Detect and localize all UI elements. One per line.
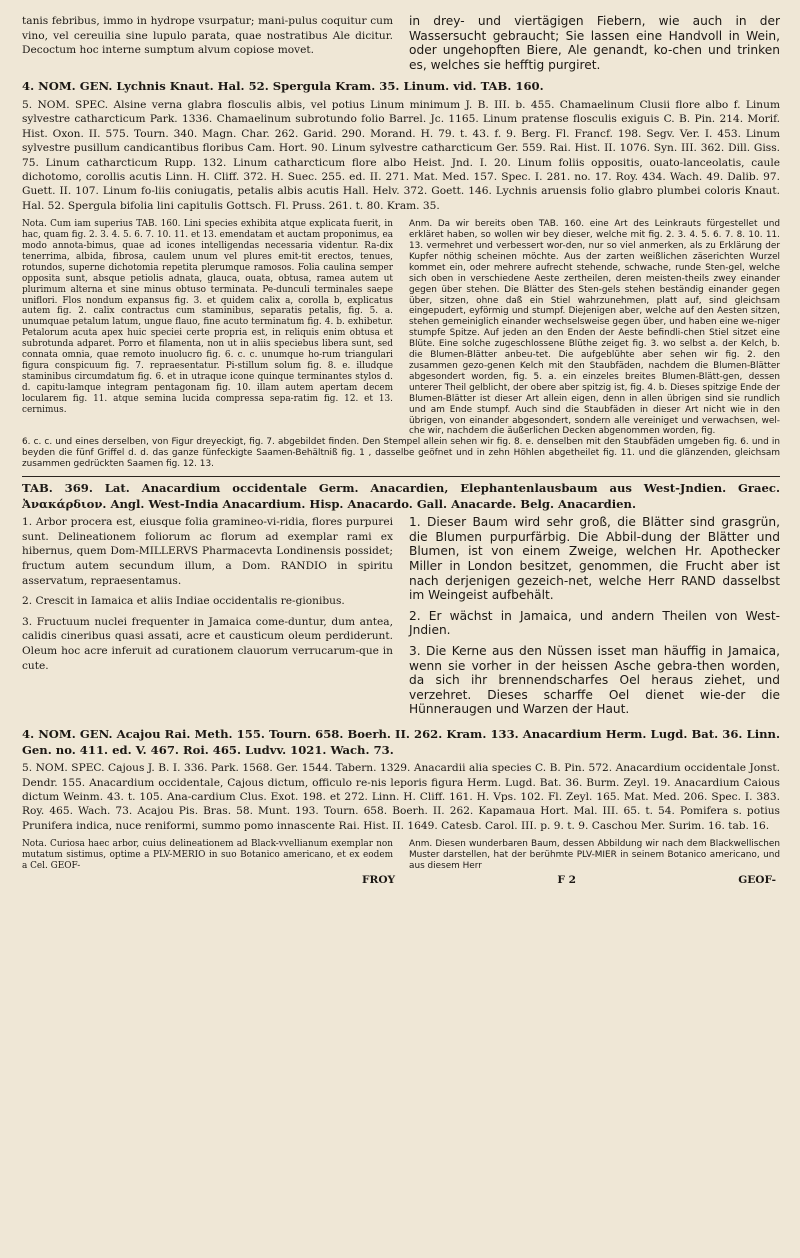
note-latin: Nota. Cum iam superius TAB. 160. Lini species exhibita atque explicata fuerit, in hac, quam fig. 2. 3. 4. 5. 6. 7. 10. 11. et 13. emendatam et auctam proponimus, ea modo annota-bimus, quae ad icones intelligendas necessaria videntur. Ra-dix tenerrima, albida, fibrosa, caulem unum vel plures emit-tit erectos, tenues, rotundos, superne dichotomia repetita plerumque ramosos. Folia caulina semper opposita sunt, absque petiolis adnata, glauca, ouata, obtusa, ramea autem ut plurimum alterna et sine minus obtuso terminata. Pe-dunculi terminales saepe uniflori. Flos nondum expansus fig. 3. et quidem calix a, corolla b, explicatus autem fig. 2. calix contractus cum staminibus, separatis petalis, fig. 5. a. unumquae petalum latum, ungue flauo, fine acuto terminatum fig. 4. b. exhibetur. Petalorum acuta apex huic speciei certe propria est, in reliquis enim obtusa et subrotunda adparet. Porro et filamenta, non ut in aliis speciebus libera sunt, sed connata omnia, quae remoto inuolucro fig. 6. c. c. unumque ho-rum triangulari figura conspicuum fig. 7. repraesentatur. Pi-stillum solum fig. 8. e. illudque staminibus circumdatum fig. 6. et in utraque icone quinque terminantes stylos d. d. capitu-lamque integram pentagonam fig. 10. illam autem apertam decem locularem fig. 11. atque semina lucida compressa sepa-ratim fig. 12. et 13. cernimus. <box>22 219 393 415</box>
note2-latin: Nota. Curiosa haec arbor, cuius delineationem ad Black-vvellianum exemplar non mutatum sistimus, optime a PLV-MERIO in suo Botanico americano, et ex eodem a Cel. GEOF- <box>22 839 393 871</box>
catchword-left: FROY <box>362 873 396 886</box>
list-item: 3. Fructuum nuclei frequenter in Jamaica come-duntur, dum antea, calidis cineribus quasi assati, acre et causticum oleum perdiderunt. Oleum hoc acre inferuit ad curationem clauorum verrucarum-que in cute. <box>22 615 393 672</box>
german-text: in drey- und viertägigen Fiebern, wie auch in der Wassersucht gebraucht; Sie lassen eine Handvoll in Wein, oder ungehopften Biere, Ale genandt, ko-chen und trinken es, welches sie hefftig purgiret. <box>409 14 780 72</box>
note2-german: Anm. Diesen wunderbaren Baum, dessen Abbildung wir nach dem Blackwellischen Muster darstellen, hat der berühmte PLV-MIER in seinem Botanico americano, und aus diesem Herr <box>409 839 780 871</box>
latin-column <box>22 14 393 58</box>
entry-nom-spec: 5. NOM. SPEC. Alsine verna glabra flosculis albis, vel potius Linum minimum J. B. III. b. 455. Chamaelinum Clusii flore albo f. Linum sylvestre catharcticum Park. 1336. Chamaelinum subrotundo folio Barrel. Jc. 1165. Linum pratense flosculis exiguis C. B. Pin. 214. Morif. Hist. Oxon. II. 575. Tourn. 340. Magn. Char. 262. Garid. 290. Morand. H. 79. t. 43. f. 9. Berg. Fl. Francf. 198. Segv. Ver. I. 453. Linum sylvestre pusillum candicantibus floribus Cam. Hort. 90. Linum sylvestre catharcticum Ger. 559. Rai. Hist. II. 1076. Syn. III. 362. Dill. Giss. 75. Linum catharcticum Rupp. 132. Linum catharcticum flore albo Heist. Jnd. I. 20. Linum foliis oppositis, ouato-lanceolatis, caule dichotomo, corollis acutis Linn. H. Cliff. 372. H. Suec. 255. ed. II. 271. Mat. Med. 157. Spec. I. 281. no. 17. Roy. 434. Wach. 49. Dalib. 97. Guett. II. 107. Linum fo-liis coniugatis, petalis albis acutis Hall. Helv. 372. Goett. 146. Lychnis aruensis folio glabro plumbei coloris Knaut. Hal. 52. Spergula bifolia lini capitulis Gottsch. Fl. Pruss. 261. t. 80. Kram. 35. <box>22 98 780 212</box>
note-block-2 <box>22 839 780 872</box>
anacardium-items <box>22 515 780 723</box>
items-german <box>409 515 780 723</box>
latin-text: tanis febribus, immo in hydrope vsurpatur; mani-pulus coquitur cum vino, vel cereuilia sine lupulo parata, quae nostratibus Ale dicitur. Decoctum hoc interne sumptum alvum copiose movet. <box>22 15 393 57</box>
top-continuation <box>22 14 780 72</box>
catchwords <box>22 874 780 886</box>
list-item: 3. Die Kerne aus den Nüssen isset man häuffig in Jamaica, wenn sie vorher in der heissen Asche gebra-then worden, da sich ihr brennendscharfes Oel heraus ziehet, und verzehret. Dieses scharffe Oel dienet wie-der die Hünneraugen und Warzen der Haut. <box>409 644 780 717</box>
divider <box>22 476 780 477</box>
entry-nom-gen-2: 4. NOM. GEN. Acajou Rai. Meth. 155. Tourn. 658. Boerh. II. 262. Kram. 133. Anacardium Herm. Lugd. Bat. 36. Linn. Gen. no. 411. ed. V. 467. Roi. 465. Ludvv. 1021. Wach. 73. <box>22 726 780 757</box>
list-item: 2. Er wächst in Jamaica, und andern Theilen von West-Jndien. <box>409 608 780 638</box>
list-item: 1. Arbor procera est, eiusque folia gramineo-vi-ridia, flores purpurei sunt. Delineationem foliorum ac florum ad exemplar rami ex hibernus, quem Dom-MILLERVS Pharmacevta Londinensis possidet; fructum autem secundum illum, a Dom. RANDIO in spiritu asservatum, repraesentamus. <box>22 516 393 587</box>
note-german-tail: 6. c. c. und eines derselben, von Figur dreyeckigt, fig. 7. abgebildet finden. Den Stempel allein sehen wir fig. 8. e. denselben mit den Staubfäden umgeben fig. 6. und in beyden die fünf Griffel d. d. das ganze fünfeckigte Saamen-Behältniß fig. 1 , dasselbe geöfnet und in zehn Höhlen abgetheilet fig. 11. und die glänzenden, gleichsam zusammen gedrückten Saamen fig. 12. 13. <box>22 437 780 470</box>
entry-nom-spec-2: 5. NOM. SPEC. Cajous J. B. I. 336. Park. 1568. Ger. 1544. Tabern. 1329. Anacardii alia species C. B. Pin. 572. Anacardium occidentale Jonst. Dendr. 155. Anacardium occidentale, Cajous dictum, officulo re-nis leporis figura Herm. Lugd. Bat. 36. Burm. Zeyl. 19. Anacardium Caious dictum Weinm. 43. t. 105. Ana-cardium Clus. Exot. 198. et 272. Linn. H. Cliff. 161. H. Vps. 102. Fl. Zeyl. 165. Mat. Med. 206. Spec. I. 383. Roy. 465. Wach. 73. Acajou Pis. Bras. 58. Munt. 193. Tourn. 658. Boerh. II. 262. Kapamaua Hort. Mal. III. 65. t. 54. Pomifera s. potius Prunifera indica, nuce reniformi, summo pomo innascente Rai. Hist. II. 1649. Catesb. Carol. III. p. 9. t. 9. Caschou Mer. Surim. 16. tab. 16. <box>22 762 780 832</box>
entry-nom-gen: 4. NOM. GEN. Lychnis Knaut. Hal. 52. Spergula Kram. 35. Linum. vid. TAB. 160. <box>22 79 544 94</box>
items-latin <box>22 515 393 679</box>
list-item: 1. Dieser Baum wird sehr groß, die Blätter sind grasgrün, die Blumen purpurfärbig. Die Abbil-dung der Blätter und Blumen, ist von einem Zweige, welchen Hr. Apothecker Miller in London besitzet, genommen, die Frucht aber ist nach derjenigen gezeich-net, welche Herr RAND dasselbst im Weingeist aufbehält. <box>409 515 780 603</box>
signature-mark: F 2 <box>557 873 576 886</box>
list-item: 2. Crescit in Iamaica et aliis Indiae occidentalis re-gionibus. <box>22 595 345 608</box>
plate-title: TAB. 369. Lat. Anacardium occidentale Germ. Anacardien, Elephantenlausbaum aus West-Jndien. Graec. Ἀνακάρδιον. Angl. West-India Anacardium. Hisp. Anacardo. Gall. Anacarde. Belg. Anacardien. <box>22 481 780 511</box>
catchword-right: GEOF- <box>738 873 776 886</box>
note-block <box>22 219 780 437</box>
note-german: Anm. Da wir bereits oben TAB. 160. eine Art des Leinkrauts fürgestellet und erkläret haben, so wollen wir bey dieser, welche mit fig. 2. 3. 4. 5. 6. 7. 8. 10. 11. 13. vermehret und verbessert wor-den, nur so viel anmerken, als zu Erklärung der Kupfer nöthig scheinen möchte. Aus der zarten weißlichen zäserichten Wurzel kommet ein, oder mehrere aufrecht stehende, schwache, runde Sten-gel, welche sich oben in verschiedene Aeste zertheilen, deren meisten-theils zwey einander gegen über stehen. Die Blätter des Sten-gels stehen beständig einander gegen über, sitzen, ohne daß ein Stiel wahrzunehmen, platt auf, sind gleichsam eingepudert, eyförmig und stumpf. Diejenigen aber, welche auf den Aesten sitzen, stehen gemeiniglich einander wechselsweise gegen über, und haben eine we-niger stumpfe Spitze. Auf jeden an den Enden der Aeste befindli-chen Stiel sitzet eine Blüte. Eine solche zugeschlossene Blüthe zeiget fig. 3. wo selbst a. der Kelch, b. die Blumen-Blätter anbeu-tet. Die aufgeblühte aber sehen wir fig. 2. den zusammen gezo-genen Kelch mit den Staubfäden, nachdem die Blumen-Blätter abgesondert worden, fig. 5. a. ein einzeles breites Blumen-Blätt-gen, dessen unterer Theil gelblicht, der obere aber spitzig ist, fig. 4. b. Dieses spitzige Ende der Blumen-Blätter ist dieser Art allein eigen, denn in allen übrigen sind sie rundlich und am Ende stumpf. Auch sind die Staubfäden in dieser Art nicht wie in den übrigen, von einander abgesondert, sondern alle vereiniget und verwachsen, wel-che wir, nachdem die äußerlichen Decken abgenommen worden, fig. <box>409 219 780 437</box>
german-column <box>409 14 780 72</box>
